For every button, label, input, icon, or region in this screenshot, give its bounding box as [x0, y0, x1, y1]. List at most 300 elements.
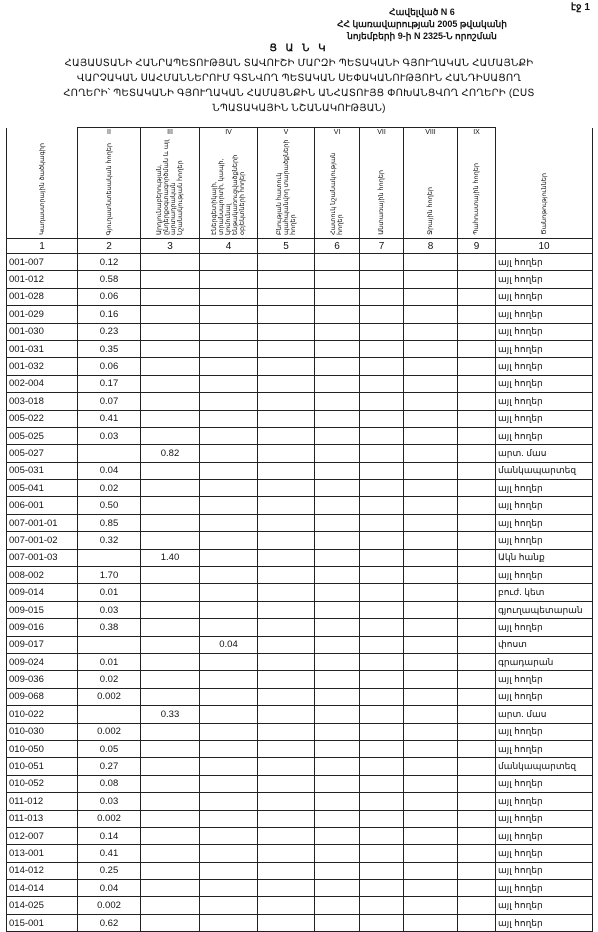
reserve-land-cell — [458, 480, 496, 497]
note-cell: փոստ — [496, 636, 593, 653]
special-purpose-cell — [315, 845, 360, 862]
energy-transport-land-cell — [200, 914, 258, 931]
agricultural-land-cell: 0.03 — [78, 793, 141, 810]
protected-area-cell — [258, 862, 315, 879]
note-cell: այլ հողեր — [496, 410, 593, 427]
energy-transport-land-cell — [200, 271, 258, 288]
roman-header-10 — [496, 128, 593, 138]
reserve-land-cell — [458, 636, 496, 653]
energy-transport-land-cell — [200, 619, 258, 636]
special-purpose-cell — [315, 914, 360, 931]
note-cell: այլ հողեր — [496, 514, 593, 531]
forest-land-cell — [360, 636, 404, 653]
table-row — [7, 427, 593, 444]
reserve-land-cell — [458, 862, 496, 879]
special-purpose-cell — [315, 862, 360, 879]
energy-transport-land-cell — [200, 758, 258, 775]
column-header-10 — [496, 137, 593, 239]
cadastral-code-cell: 003-018 — [7, 393, 78, 410]
table-row — [7, 340, 593, 357]
column-number-1: 1 — [7, 239, 78, 254]
special-purpose-cell — [315, 288, 360, 305]
forest-land-cell — [360, 288, 404, 305]
forest-land-cell — [360, 706, 404, 723]
agricultural-land-cell: 1.70 — [78, 567, 141, 584]
special-purpose-cell — [315, 671, 360, 688]
roman-header-row — [7, 128, 593, 138]
note-cell: այլ հողեր — [496, 358, 593, 375]
forest-land-cell — [360, 480, 404, 497]
special-purpose-cell — [315, 445, 360, 462]
document-heading: Ց Ա Ն Կ — [269, 43, 329, 54]
special-purpose-cell — [315, 254, 360, 271]
agricultural-land-cell: 0.41 — [78, 410, 141, 427]
agricultural-land-cell: 0.32 — [78, 532, 141, 549]
protected-area-cell — [258, 619, 315, 636]
table-row — [7, 897, 593, 914]
industrial-land-cell — [141, 532, 200, 549]
energy-transport-land-cell — [200, 549, 258, 566]
note-cell: այլ հողեր — [496, 688, 593, 705]
note-cell: արտ. մաս — [496, 706, 593, 723]
special-purpose-cell — [315, 375, 360, 392]
table-row — [7, 323, 593, 340]
protected-area-cell — [258, 358, 315, 375]
special-purpose-cell — [315, 462, 360, 479]
industrial-land-cell — [141, 480, 200, 497]
special-purpose-cell — [315, 497, 360, 514]
special-purpose-cell — [315, 688, 360, 705]
table-row — [7, 254, 593, 271]
water-land-cell — [404, 358, 458, 375]
industrial-land-cell — [141, 254, 200, 271]
reserve-land-cell — [458, 740, 496, 757]
forest-land-cell — [360, 306, 404, 323]
energy-transport-land-cell — [200, 793, 258, 810]
reserve-land-cell — [458, 810, 496, 827]
water-land-cell — [404, 567, 458, 584]
table-row — [7, 845, 593, 862]
cadastral-code-cell: 010-030 — [7, 723, 78, 740]
table-row — [7, 827, 593, 844]
cadastral-code-cell: 001-012 — [7, 271, 78, 288]
energy-transport-land-cell — [200, 845, 258, 862]
roman-header-1 — [7, 128, 78, 138]
column-header-label: Կադաստրային ծածկագիր — [38, 143, 46, 235]
column-header-row — [7, 137, 593, 239]
title-line-4: ՆՊԱՏԱԿԱՅԻՆ ՆՇԱՆԱԿՈՒԹՅԱՆ) — [212, 103, 386, 114]
protected-area-cell — [258, 427, 315, 444]
column-header-label: Արդյունաբերության, ընդերքօգտագործման և այլ արտադրական նշանակության հողեր — [156, 139, 184, 235]
industrial-land-cell — [141, 410, 200, 427]
protected-area-cell — [258, 514, 315, 531]
agricultural-land-cell: 0.12 — [78, 254, 141, 271]
note-cell: այլ հողեր — [496, 619, 593, 636]
cadastral-code-cell: 010-022 — [7, 706, 78, 723]
protected-area-cell — [258, 601, 315, 618]
reserve-land-cell — [458, 567, 496, 584]
reserve-land-cell — [458, 323, 496, 340]
agricultural-land-cell: 0.06 — [78, 358, 141, 375]
agricultural-land-cell: 0.23 — [78, 323, 141, 340]
agricultural-land-cell — [78, 445, 141, 462]
roman-header-8: VIII — [404, 128, 458, 138]
reserve-land-cell — [458, 393, 496, 410]
reserve-land-cell — [458, 584, 496, 601]
forest-land-cell — [360, 619, 404, 636]
agricultural-land-cell: 0.01 — [78, 653, 141, 670]
reserve-land-cell — [458, 288, 496, 305]
water-land-cell — [404, 288, 458, 305]
water-land-cell — [404, 254, 458, 271]
reserve-land-cell — [458, 653, 496, 670]
approval-block — [272, 6, 572, 42]
forest-land-cell — [360, 723, 404, 740]
reserve-land-cell — [458, 410, 496, 427]
note-cell: այլ հողեր — [496, 532, 593, 549]
roman-header-9: IX — [458, 128, 496, 138]
energy-transport-land-cell — [200, 497, 258, 514]
table-row — [7, 393, 593, 410]
title-line-3: ՀՈՂԵՐԻ՝ ՊԵՏԱԿԱՆԻ ԳՅՈՒՂԱԿԱՆ ՀԱՄԱՅՆՔԻՆ ԱՆՀԱՏՈՒՅՑ ՓՈԽԱՆՑՎՈՂ ՀՈՂԵՐԻ (ԸՍՏ — [63, 88, 535, 99]
cadastral-code-cell: 009-024 — [7, 653, 78, 670]
energy-transport-land-cell — [200, 288, 258, 305]
table-row — [7, 497, 593, 514]
forest-land-cell — [360, 549, 404, 566]
special-purpose-cell — [315, 775, 360, 792]
agricultural-land-cell: 0.02 — [78, 671, 141, 688]
water-land-cell — [404, 323, 458, 340]
protected-area-cell — [258, 880, 315, 897]
water-land-cell — [404, 514, 458, 531]
special-purpose-cell — [315, 810, 360, 827]
reserve-land-cell — [458, 671, 496, 688]
note-cell: այլ հողեր — [496, 723, 593, 740]
reserve-land-cell — [458, 375, 496, 392]
table-row — [7, 358, 593, 375]
document-title — [8, 56, 590, 116]
column-header-label: Ծանոթություններ — [540, 173, 548, 235]
protected-area-cell — [258, 653, 315, 670]
note-cell: այլ հողեր — [496, 323, 593, 340]
industrial-land-cell — [141, 671, 200, 688]
water-land-cell — [404, 671, 458, 688]
protected-area-cell — [258, 410, 315, 427]
industrial-land-cell — [141, 740, 200, 757]
forest-land-cell — [360, 775, 404, 792]
column-header-4 — [200, 137, 258, 239]
special-purpose-cell — [315, 601, 360, 618]
cadastral-code-cell: 005-025 — [7, 427, 78, 444]
protected-area-cell — [258, 584, 315, 601]
industrial-land-cell — [141, 914, 200, 931]
note-cell: այլ հողեր — [496, 775, 593, 792]
agricultural-land-cell: 0.002 — [78, 810, 141, 827]
agricultural-land-cell — [78, 636, 141, 653]
industrial-land-cell — [141, 462, 200, 479]
water-land-cell — [404, 601, 458, 618]
roman-header-4: IV — [200, 128, 258, 138]
protected-area-cell — [258, 532, 315, 549]
cadastral-code-cell: 009-014 — [7, 584, 78, 601]
column-number-row — [7, 239, 593, 254]
water-land-cell — [404, 427, 458, 444]
forest-land-cell — [360, 810, 404, 827]
note-cell: այլ հողեր — [496, 567, 593, 584]
cadastral-code-cell: 001-032 — [7, 358, 78, 375]
special-purpose-cell — [315, 480, 360, 497]
note-cell: մանկապարտեզ — [496, 462, 593, 479]
protected-area-cell — [258, 775, 315, 792]
cadastral-code-cell: 010-052 — [7, 775, 78, 792]
special-purpose-cell — [315, 584, 360, 601]
energy-transport-land-cell — [200, 810, 258, 827]
note-cell: գրադարան — [496, 653, 593, 670]
table-row — [7, 688, 593, 705]
industrial-land-cell — [141, 810, 200, 827]
water-land-cell — [404, 375, 458, 392]
special-purpose-cell — [315, 758, 360, 775]
table-row — [7, 862, 593, 879]
column-number-9: 9 — [458, 239, 496, 254]
protected-area-cell — [258, 375, 315, 392]
cadastral-code-cell: 001-030 — [7, 323, 78, 340]
energy-transport-land-cell — [200, 410, 258, 427]
table-row — [7, 462, 593, 479]
energy-transport-land-cell — [200, 706, 258, 723]
protected-area-cell — [258, 340, 315, 357]
energy-transport-land-cell — [200, 445, 258, 462]
protected-area-cell — [258, 271, 315, 288]
cadastral-code-cell: 009-036 — [7, 671, 78, 688]
water-land-cell — [404, 845, 458, 862]
column-header-3 — [141, 137, 200, 239]
water-land-cell — [404, 340, 458, 357]
cadastral-code-cell: 007-001-02 — [7, 532, 78, 549]
agricultural-land-cell: 0.04 — [78, 880, 141, 897]
agricultural-land-cell: 0.25 — [78, 862, 141, 879]
column-header-label: Անտառային հողեր — [378, 170, 385, 235]
column-header-label: Բնության հատուկ պահպանվող տարածքների հողեր — [275, 139, 297, 235]
water-land-cell — [404, 636, 458, 653]
protected-area-cell — [258, 914, 315, 931]
page-number: էջ 1 — [570, 2, 590, 13]
table-row — [7, 775, 593, 792]
cadastral-code-cell: 009-016 — [7, 619, 78, 636]
column-header-7 — [360, 137, 404, 239]
forest-land-cell — [360, 271, 404, 288]
industrial-land-cell — [141, 340, 200, 357]
table-row — [7, 671, 593, 688]
protected-area-cell — [258, 393, 315, 410]
industrial-land-cell — [141, 584, 200, 601]
forest-land-cell — [360, 497, 404, 514]
special-purpose-cell — [315, 532, 360, 549]
forest-land-cell — [360, 880, 404, 897]
energy-transport-land-cell — [200, 254, 258, 271]
column-header-6 — [315, 137, 360, 239]
agricultural-land-cell: 0.03 — [78, 601, 141, 618]
special-purpose-cell — [315, 880, 360, 897]
table-row — [7, 914, 593, 931]
industrial-land-cell — [141, 845, 200, 862]
energy-transport-land-cell — [200, 880, 258, 897]
water-land-cell — [404, 410, 458, 427]
industrial-land-cell — [141, 793, 200, 810]
industrial-land-cell — [141, 897, 200, 914]
forest-land-cell — [360, 427, 404, 444]
energy-transport-land-cell — [200, 340, 258, 357]
water-land-cell — [404, 688, 458, 705]
agricultural-land-cell: 0.50 — [78, 497, 141, 514]
energy-transport-land-cell — [200, 358, 258, 375]
special-purpose-cell — [315, 827, 360, 844]
special-purpose-cell — [315, 723, 360, 740]
note-cell: մանկապարտեզ — [496, 758, 593, 775]
industrial-land-cell: 0.82 — [141, 445, 200, 462]
forest-land-cell — [360, 445, 404, 462]
energy-transport-land-cell — [200, 323, 258, 340]
special-purpose-cell — [315, 410, 360, 427]
cadastral-code-cell: 005-027 — [7, 445, 78, 462]
column-header-label: Ջրային հողեր — [427, 187, 434, 235]
cadastral-code-cell: 010-051 — [7, 758, 78, 775]
water-land-cell — [404, 497, 458, 514]
special-purpose-cell — [315, 393, 360, 410]
agricultural-land-cell: 0.01 — [78, 584, 141, 601]
industrial-land-cell — [141, 688, 200, 705]
protected-area-cell — [258, 549, 315, 566]
water-land-cell — [404, 393, 458, 410]
column-header-2 — [78, 137, 141, 239]
cadastral-code-cell: 009-068 — [7, 688, 78, 705]
cadastral-code-cell: 001-029 — [7, 306, 78, 323]
table-row — [7, 584, 593, 601]
note-cell: այլ հողեր — [496, 497, 593, 514]
energy-transport-land-cell — [200, 567, 258, 584]
industrial-land-cell — [141, 723, 200, 740]
forest-land-cell — [360, 897, 404, 914]
cadastral-code-cell: 011-012 — [7, 793, 78, 810]
industrial-land-cell — [141, 567, 200, 584]
energy-transport-land-cell — [200, 306, 258, 323]
reserve-land-cell — [458, 793, 496, 810]
protected-area-cell — [258, 480, 315, 497]
roman-header-3: III — [141, 128, 200, 138]
agricultural-land-cell — [78, 549, 141, 566]
title-line-2: ՎԱՐՉԱԿԱՆ ՍԱՀՄԱՆՆԵՐՈՒՄ ԳՏՆՎՈՂ ՊԵՏԱԿԱՆ ՍԵՓԱԿԱՆՈՒԹՅՈՒՆ ՀԱՆԴԻՍԱՑՈՂ — [76, 73, 522, 84]
forest-land-cell — [360, 845, 404, 862]
water-land-cell — [404, 740, 458, 757]
cadastral-code-cell: 007-001-01 — [7, 514, 78, 531]
energy-transport-land-cell — [200, 480, 258, 497]
special-purpose-cell — [315, 427, 360, 444]
special-purpose-cell — [315, 358, 360, 375]
special-purpose-cell — [315, 636, 360, 653]
protected-area-cell — [258, 636, 315, 653]
protected-area-cell — [258, 688, 315, 705]
energy-transport-land-cell — [200, 532, 258, 549]
note-cell: այլ հողեր — [496, 375, 593, 392]
agricultural-land-cell: 0.38 — [78, 619, 141, 636]
agricultural-land-cell: 0.85 — [78, 514, 141, 531]
cadastral-code-cell: 015-001 — [7, 914, 78, 931]
forest-land-cell — [360, 914, 404, 931]
table-row — [7, 758, 593, 775]
table-row — [7, 306, 593, 323]
agricultural-land-cell: 0.05 — [78, 740, 141, 757]
forest-land-cell — [360, 758, 404, 775]
forest-land-cell — [360, 671, 404, 688]
column-header-9 — [458, 137, 496, 239]
energy-transport-land-cell — [200, 427, 258, 444]
forest-land-cell — [360, 358, 404, 375]
table-row — [7, 793, 593, 810]
industrial-land-cell — [141, 758, 200, 775]
forest-land-cell — [360, 584, 404, 601]
protected-area-cell — [258, 827, 315, 844]
industrial-land-cell — [141, 323, 200, 340]
protected-area-cell — [258, 740, 315, 757]
industrial-land-cell — [141, 427, 200, 444]
protected-area-cell — [258, 254, 315, 271]
land-table-wrapper — [6, 127, 592, 932]
table-row — [7, 288, 593, 305]
water-land-cell — [404, 810, 458, 827]
column-number-5: 5 — [258, 239, 315, 254]
agricultural-land-cell: 0.08 — [78, 775, 141, 792]
water-land-cell — [404, 827, 458, 844]
water-land-cell — [404, 775, 458, 792]
cadastral-code-cell: 001-031 — [7, 340, 78, 357]
roman-header-6: VI — [315, 128, 360, 138]
special-purpose-cell — [315, 706, 360, 723]
special-purpose-cell — [315, 793, 360, 810]
note-cell: այլ հողեր — [496, 671, 593, 688]
cadastral-code-cell: 009-017 — [7, 636, 78, 653]
column-number-8: 8 — [404, 239, 458, 254]
agricultural-land-cell: 0.07 — [78, 393, 141, 410]
roman-header-7: VII — [360, 128, 404, 138]
reserve-land-cell — [458, 723, 496, 740]
column-number-6: 6 — [315, 239, 360, 254]
forest-land-cell — [360, 375, 404, 392]
energy-transport-land-cell: 0.04 — [200, 636, 258, 653]
table-row — [7, 410, 593, 427]
column-header-label: Պահուստային հողեր — [473, 163, 480, 235]
industrial-land-cell — [141, 271, 200, 288]
agricultural-land-cell: 0.002 — [78, 688, 141, 705]
industrial-land-cell — [141, 827, 200, 844]
table-row — [7, 375, 593, 392]
reserve-land-cell — [458, 497, 496, 514]
agricultural-land-cell: 0.002 — [78, 897, 141, 914]
approval-line-1: Հավելված N 6 — [389, 7, 455, 17]
table-row — [7, 880, 593, 897]
approval-line-2: ՀՀ կառավարության 2005 թվականի — [337, 19, 507, 29]
table-row — [7, 549, 593, 566]
forest-land-cell — [360, 827, 404, 844]
column-header-8 — [404, 137, 458, 239]
column-header-5 — [258, 137, 315, 239]
protected-area-cell — [258, 462, 315, 479]
note-cell: այլ հողեր — [496, 306, 593, 323]
reserve-land-cell — [458, 271, 496, 288]
roman-header-2: II — [78, 128, 141, 138]
forest-land-cell — [360, 532, 404, 549]
special-purpose-cell — [315, 740, 360, 757]
table-row — [7, 619, 593, 636]
